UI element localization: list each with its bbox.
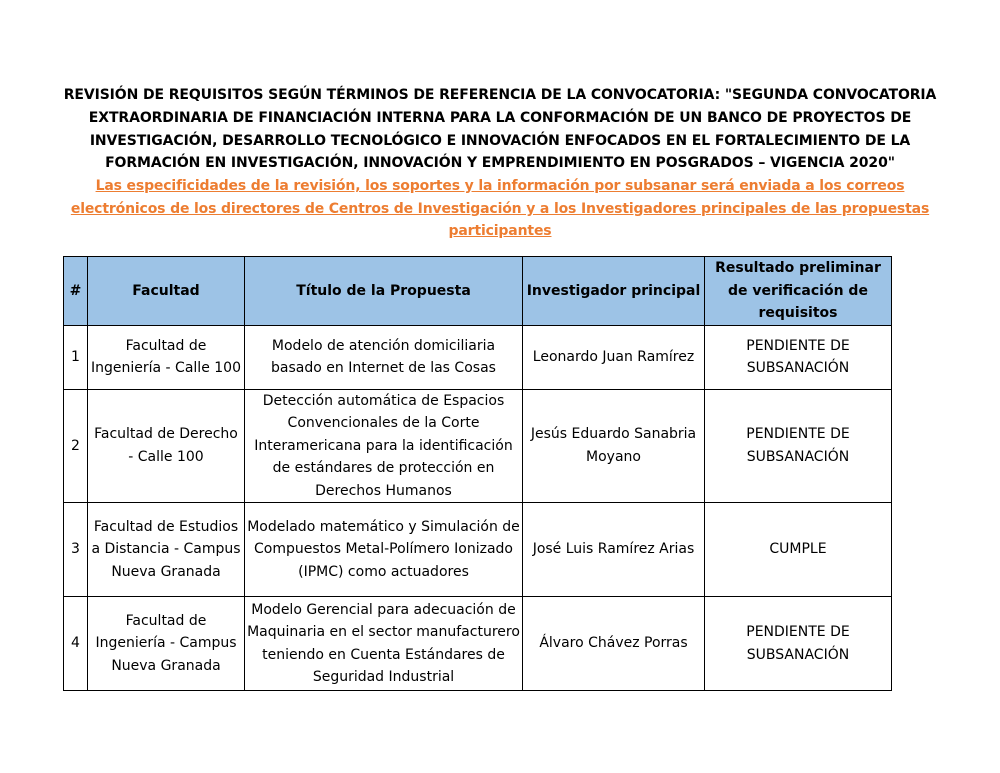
cell-num: 2 xyxy=(64,389,88,503)
cell-facultad: Facultad de Ingeniería - Calle 100 xyxy=(88,325,245,389)
document-subtitle: Las especificidades de la revisión, los soportes y la información por subsanar será enviada a los correos electrónicos de los directores de Centros de Investigación y a los Investigadores principales de las propuestas participantes xyxy=(70,178,930,240)
table-row xyxy=(64,503,892,597)
cell-titulo: Modelado matemático y Simulación de Compuestos Metal-Polímero Ionizado (IPMC) como actuadores xyxy=(245,503,523,597)
title-block xyxy=(56,84,944,243)
header-investigador: Investigador principal xyxy=(523,257,705,326)
table-row xyxy=(64,389,892,503)
table-row xyxy=(64,597,892,691)
header-resultado: Resultado preliminar de verificación de requisitos xyxy=(705,257,892,326)
cell-investigador: Leonardo Juan Ramírez xyxy=(523,325,705,389)
cell-num: 4 xyxy=(64,597,88,691)
header-titulo: Título de la Propuesta xyxy=(245,257,523,326)
requirements-table xyxy=(63,256,892,691)
cell-facultad: Facultad de Derecho - Calle 100 xyxy=(88,389,245,503)
header-num: # xyxy=(64,257,88,326)
cell-resultado: PENDIENTE DE SUBSANACIÓN xyxy=(705,389,892,503)
cell-titulo: Detección automática de Espacios Convencionales de la Corte Interamericana para la identificación de estándares de protección en Derechos Humanos xyxy=(245,389,523,503)
header-facultad: Facultad xyxy=(88,257,245,326)
cell-investigador: Jesús Eduardo Sanabria Moyano xyxy=(523,389,705,503)
cell-titulo: Modelo de atención domiciliaria basado en Internet de las Cosas xyxy=(245,325,523,389)
cell-num: 1 xyxy=(64,325,88,389)
document-title: REVISIÓN DE REQUISITOS SEGÚN TÉRMINOS DE REFERENCIA DE LA CONVOCATORIA: "SEGUNDA CONVOCATORIA EXTRAORDINARIA DE FINANCIACIÓN INTERNA PARA LA CONFORMACIÓN DE UN BANCO DE PROYECTOS DE INVESTIGACIÓN, DESARROLLO TECNOLÓGICO E INNOVACIÓN ENFOCADOS EN EL FORTALECIMIENTO DE LA FORMACIÓN EN INVESTIGACIÓN, INNOVACIÓN Y EMPRENDIMIENTO EN POSGRADOS – VIGENCIA 2020" xyxy=(63,87,937,172)
cell-investigador: José Luis Ramírez Arias xyxy=(523,503,705,597)
table-row xyxy=(64,325,892,389)
cell-num: 3 xyxy=(64,503,88,597)
cell-investigador: Álvaro Chávez Porras xyxy=(523,597,705,691)
cell-titulo: Modelo Gerencial para adecuación de Maquinaria en el sector manufacturero teniendo en Cuenta Estándares de Seguridad Industrial xyxy=(245,597,523,691)
cell-resultado: PENDIENTE DE SUBSANACIÓN xyxy=(705,325,892,389)
cell-facultad: Facultad de Estudios a Distancia - Campus Nueva Granada xyxy=(88,503,245,597)
cell-facultad: Facultad de Ingeniería - Campus Nueva Granada xyxy=(88,597,245,691)
cell-resultado: CUMPLE xyxy=(705,503,892,597)
cell-resultado: PENDIENTE DE SUBSANACIÓN xyxy=(705,597,892,691)
table-header-row xyxy=(64,257,892,326)
